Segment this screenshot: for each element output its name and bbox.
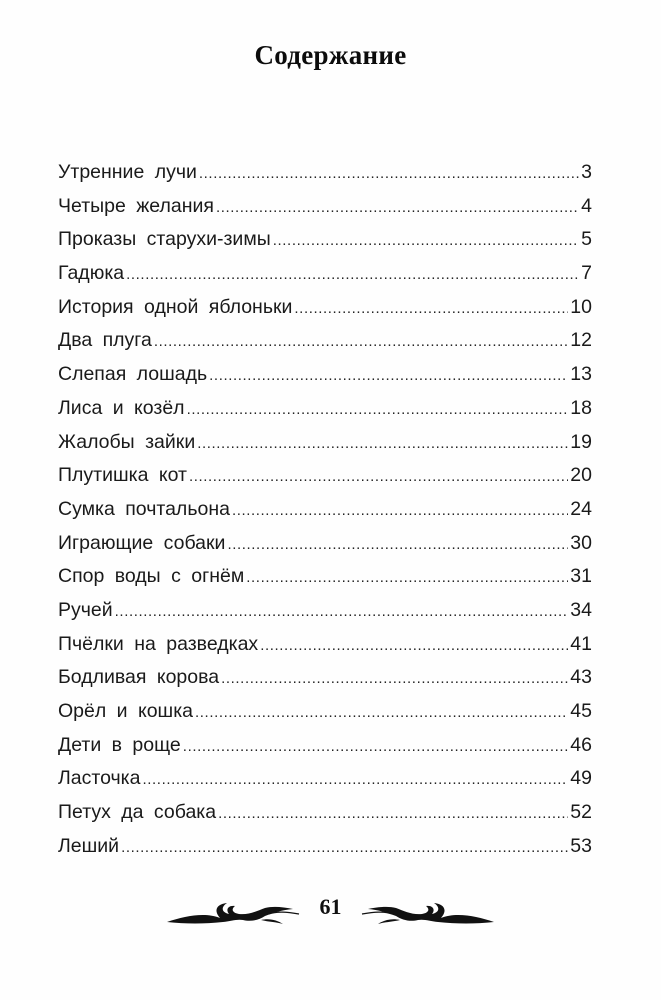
toc-entry [58, 223, 592, 257]
dot-leader [294, 292, 568, 326]
toc-entry-title: Гадюка [58, 262, 125, 285]
page-title: Содержание [254, 40, 407, 70]
toc-entry [58, 324, 592, 358]
toc-entry-title: Ласточка [58, 767, 141, 790]
dot-leader [227, 528, 568, 562]
toc-entry-page: 18 [570, 396, 592, 419]
toc-entry-page: 10 [570, 295, 592, 318]
toc-entry-page: 31 [570, 565, 592, 588]
toc-entry-page: 24 [570, 497, 592, 520]
toc-entry [58, 190, 592, 224]
toc-entry-title: Орёл и кошка [58, 700, 194, 722]
toc-entry-page: 53 [570, 834, 592, 857]
toc-entry [58, 560, 592, 594]
toc-entry-title: Утренние лучи [58, 161, 197, 183]
dot-leader [218, 797, 568, 831]
toc-entry-title: Дети в роще [58, 733, 181, 756]
dot-leader [232, 494, 568, 528]
dot-leader [126, 258, 579, 292]
toc-entry-title: Плутишка кот [58, 464, 187, 487]
dot-leader [183, 730, 569, 764]
toc-entry-page: 12 [570, 329, 592, 352]
dot-leader [195, 696, 568, 730]
dot-leader [121, 831, 568, 865]
toc-entry [58, 392, 592, 426]
dot-leader [260, 629, 568, 663]
toc-entry [58, 661, 592, 695]
toc-entry-page: 46 [570, 733, 592, 756]
toc-entry-page: 7 [581, 262, 592, 285]
toc-entry-title: История одной яблоньки [58, 295, 293, 318]
dot-leader [209, 359, 568, 393]
page-number: 61 [319, 894, 342, 919]
toc-entry-title: Два плуга [58, 329, 152, 352]
flourish-ornament-right-icon [356, 898, 496, 928]
toc-entry-title: Спор воды с огнём [58, 565, 245, 588]
dot-leader [216, 191, 579, 225]
toc-entry-title: Пчёлки на разведках [58, 632, 259, 655]
toc-entry-title: Проказы старухи-зимы [58, 228, 271, 251]
toc-entry-page: 4 [581, 194, 592, 217]
dot-leader [154, 325, 568, 359]
dot-leader [143, 763, 569, 797]
toc-entry [58, 156, 592, 190]
toc-entry-page: 41 [570, 632, 592, 655]
toc-entry [58, 493, 592, 527]
toc-entry [58, 729, 592, 763]
dot-leader [197, 427, 568, 461]
toc-entry-page: 49 [570, 767, 592, 790]
toc-entry-title: Петух да собака [58, 801, 217, 824]
toc-entry [58, 527, 592, 561]
dot-leader [189, 460, 568, 494]
toc-entry-page: 30 [570, 531, 592, 554]
toc-entry-title: Играющие собаки [58, 531, 226, 554]
toc-entry-page: 52 [570, 801, 592, 824]
toc-entry-title: Леший [58, 834, 120, 857]
toc-entry [58, 594, 592, 628]
toc-entry [58, 257, 592, 291]
toc-entry-page: 3 [581, 161, 592, 183]
table-of-contents [58, 156, 592, 863]
dot-leader [246, 561, 568, 595]
toc-entry-page: 13 [570, 363, 592, 386]
page-footer [0, 888, 661, 938]
toc-entry-page: 5 [581, 228, 592, 251]
dot-leader [187, 393, 569, 427]
toc-entry [58, 459, 592, 493]
toc-entry [58, 695, 592, 729]
toc-entry-title: Лиса и козёл [58, 396, 185, 419]
toc-entry-title: Слепая лошадь [58, 363, 208, 386]
toc-entry [58, 762, 592, 796]
toc-entry [58, 830, 592, 864]
toc-entry-title: Ручей [58, 598, 113, 621]
dot-leader [199, 157, 579, 191]
toc-entry-title: Бодливая корова [58, 666, 220, 689]
toc-entry-page: 20 [570, 464, 592, 487]
toc-entry [58, 291, 592, 325]
toc-entry [58, 358, 592, 392]
toc-entry-title: Четыре желания [58, 194, 214, 217]
toc-entry-page: 45 [570, 700, 592, 722]
toc-entry [58, 796, 592, 830]
toc-entry-page: 34 [570, 598, 592, 621]
dot-leader [221, 662, 568, 696]
toc-entry-title: Сумка почтальона [58, 497, 230, 520]
toc-entry-page: 19 [570, 430, 592, 453]
toc-entry [58, 426, 592, 460]
toc-entry-title: Жалобы зайки [58, 430, 196, 453]
dot-leader [273, 224, 579, 258]
toc-entry-page: 43 [570, 666, 592, 689]
dot-leader [115, 595, 569, 629]
toc-entry [58, 628, 592, 662]
